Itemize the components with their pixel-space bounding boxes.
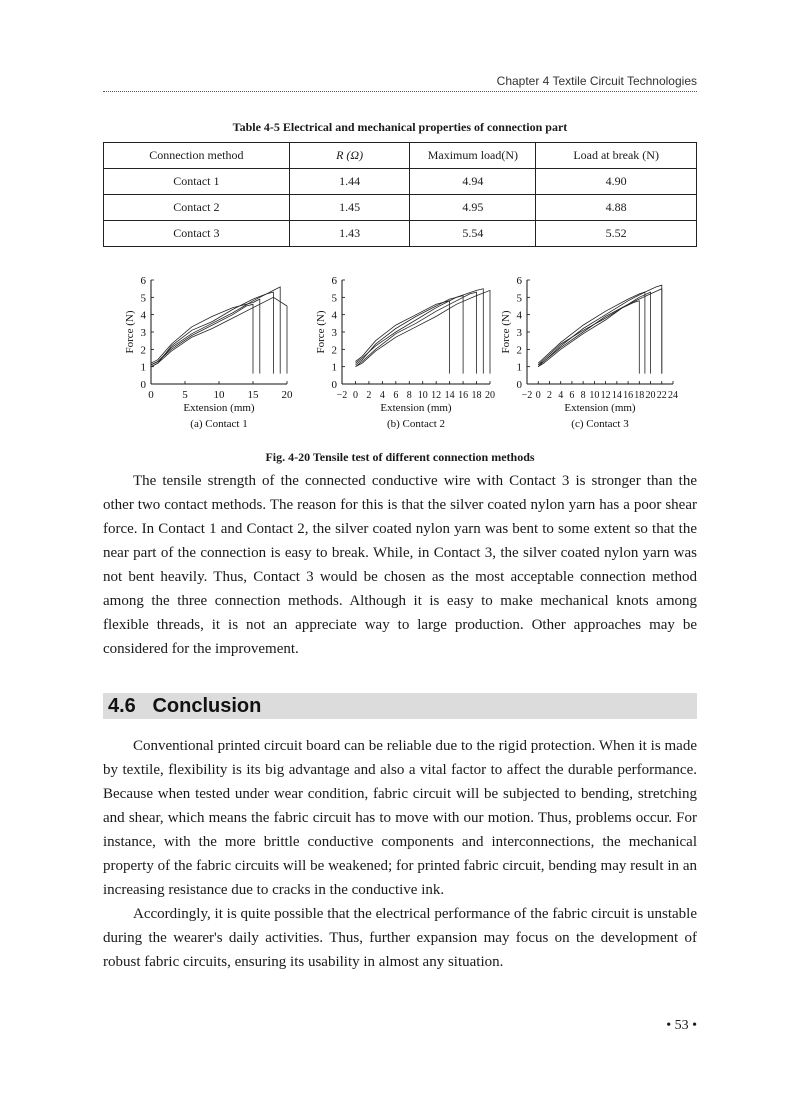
figure-caption: Fig. 4-20 Tensile test of different connection methods <box>265 450 535 464</box>
y-tick-label: 5 <box>516 292 522 305</box>
x-tick-label: 20 <box>645 390 656 401</box>
table-caption: Table 4-5 Electrical and mechanical properties of connection part <box>232 120 568 134</box>
x-tick-label: 20 <box>281 389 293 401</box>
series-line <box>538 285 662 373</box>
x-tick-label: 5 <box>182 389 188 401</box>
y-tick-label: 4 <box>140 309 146 322</box>
series-line <box>356 289 484 374</box>
x-tick-label: 4 <box>379 390 385 401</box>
tensile-figure <box>103 268 697 446</box>
x-axis-label: Extension (mm) <box>564 402 636 414</box>
series-line <box>151 304 253 373</box>
y-tick-label: 0 <box>331 379 337 391</box>
x-tick-label: 8 <box>406 390 412 401</box>
table-cell: 4.90 <box>536 169 697 195</box>
x-tick-label: 14 <box>444 390 455 401</box>
table-cell: Contact 2 <box>104 195 290 221</box>
x-tick-label: 8 <box>580 390 586 401</box>
y-tick-label: 6 <box>140 275 146 287</box>
x-tick-label: 2 <box>546 390 552 401</box>
x-tick-label: 12 <box>431 390 442 401</box>
y-tick-label: 1 <box>516 361 522 374</box>
page-number: • 53 • <box>666 1018 697 1033</box>
x-tick-label: 6 <box>569 390 575 401</box>
table-cell: 4.88 <box>536 195 697 221</box>
y-tick-label: 6 <box>331 275 337 287</box>
table-row <box>104 195 697 221</box>
y-tick-label: 3 <box>331 327 337 339</box>
y-tick-label: 2 <box>516 344 522 357</box>
y-tick-label: 3 <box>516 327 522 339</box>
panel-caption: (c) Contact 3 <box>571 418 629 430</box>
tensile-charts-svg <box>103 268 697 446</box>
x-tick-label: 24 <box>668 390 678 401</box>
x-tick-label: 0 <box>148 389 154 401</box>
x-axis-label: Extension (mm) <box>183 402 255 414</box>
x-axis-label: Extension (mm) <box>380 402 452 414</box>
table-header-cell: R (Ω) <box>289 143 410 169</box>
x-tick-label: 2 <box>366 390 372 401</box>
series-line <box>356 292 477 374</box>
y-tick-label: 3 <box>140 327 146 339</box>
table-header-row <box>104 143 697 169</box>
y-tick-label: 6 <box>516 275 522 287</box>
paragraph-tensile-discussion <box>103 469 697 661</box>
series-line <box>151 299 260 374</box>
y-tick-label: 4 <box>331 309 337 322</box>
x-tick-label: 0 <box>352 390 358 401</box>
x-tick-label: 0 <box>535 390 541 401</box>
y-axis-label: Force (N) <box>315 310 327 354</box>
table-cell: 1.43 <box>289 221 410 247</box>
x-tick-label: 10 <box>417 390 428 401</box>
section-heading-bar <box>103 693 697 719</box>
body-paragraph: The tensile strength of the connected conductive wire with Contact 3 is stronger than the other two contact methods. The reason for this is that the silver coated nylon yarn has a poor shear force. In Contact 1 and Contact 2, the silver coated nylon yarn was bent to some extent so that the near part of the connection is easy to break. While, in Contact 3, the silver coated nylon yarn was not bent heavily. Thus, Contact 3 would be chosen as the most acceptable connection method among the three connection methods. Although it is easy to make mechanical knots among flexible threads, it is not an appreciate way to large production. Other approaches may be considered for the improvement. <box>103 473 697 657</box>
series-line <box>538 289 662 374</box>
series-line <box>356 290 491 373</box>
series-line <box>538 292 650 374</box>
y-tick-label: 5 <box>140 292 146 305</box>
body-paragraph: Conventional printed circuit board can be reliable due to the rigid protection. When it is made by textile, flexibility is its big advantage and also a vital factor to affect the durable performance. Because when tested under wear condition, fabric circuit will be subjected to bending, stretching and shear, which means the fabric circuit has to move with our motion. Thus, problems occur. For instance, with the more brittle conductive components and interconnections, the mechanical property of the fabric circuits will be weakened; for printed fabric circuit, bending may result in an increasing resistance due to cracks in the conductive ink. <box>103 738 697 898</box>
panel-caption: (a) Contact 1 <box>190 418 248 430</box>
table-cell: 4.95 <box>410 195 536 221</box>
x-tick-label: 12 <box>600 390 611 401</box>
table-cell: Contact 3 <box>104 221 290 247</box>
x-tick-label: 4 <box>558 390 564 401</box>
series-line <box>151 287 280 374</box>
y-tick-label: 5 <box>331 292 337 305</box>
body-paragraph: Accordingly, it is quite possible that the electrical performance of the fabric circuit is unstable during the wearer's daily activities. Thus, further expansion may focus on the development of robust fabric circuits, ensuring its usability in almost any situation. <box>103 906 697 970</box>
series-line <box>538 301 639 374</box>
section-heading: 4.6 Conclusion <box>108 695 262 717</box>
table-header-cell: Maximum load(N) <box>410 143 536 169</box>
x-tick-label: 16 <box>623 390 634 401</box>
y-tick-label: 4 <box>516 309 522 322</box>
y-tick-label: 0 <box>516 379 522 391</box>
x-tick-label: 18 <box>471 390 482 401</box>
x-tick-label: 14 <box>611 390 622 401</box>
series-line <box>151 292 273 374</box>
series-line <box>356 296 464 374</box>
table-cell: Contact 1 <box>104 169 290 195</box>
running-header: Chapter 4 Textile Circuit Technologies <box>496 74 697 88</box>
table-header-cell: Connection method <box>104 143 290 169</box>
x-tick-label: 10 <box>213 389 225 401</box>
properties-table <box>103 142 697 247</box>
x-tick-label: 20 <box>485 390 495 401</box>
x-tick-label: −2 <box>521 390 533 401</box>
table-row <box>104 169 697 195</box>
x-tick-label: 16 <box>458 390 469 401</box>
y-axis-label: Force (N) <box>500 310 512 354</box>
series-line <box>151 297 287 373</box>
y-tick-label: 1 <box>140 361 146 374</box>
table-cell: 4.94 <box>410 169 536 195</box>
x-tick-label: 6 <box>393 390 399 401</box>
x-tick-label: 10 <box>589 390 600 401</box>
header-rule <box>103 91 697 92</box>
x-tick-label: 18 <box>634 390 645 401</box>
table-cell: 5.54 <box>410 221 536 247</box>
x-tick-label: 15 <box>247 389 259 401</box>
table-header-cell: Load at break (N) <box>536 143 697 169</box>
x-tick-label: 22 <box>656 390 667 401</box>
panel-caption: (b) Contact 2 <box>386 418 446 430</box>
y-axis-label: Force (N) <box>124 310 136 354</box>
y-tick-label: 1 <box>331 361 337 374</box>
table-row <box>104 221 697 247</box>
table-cell: 5.52 <box>536 221 697 247</box>
y-tick-label: 2 <box>140 344 146 357</box>
y-tick-label: 0 <box>140 379 146 391</box>
x-tick-label: −2 <box>336 390 348 401</box>
conclusion-text <box>103 734 697 974</box>
y-tick-label: 2 <box>331 344 337 357</box>
table-cell: 1.45 <box>289 195 410 221</box>
table-cell: 1.44 <box>289 169 410 195</box>
